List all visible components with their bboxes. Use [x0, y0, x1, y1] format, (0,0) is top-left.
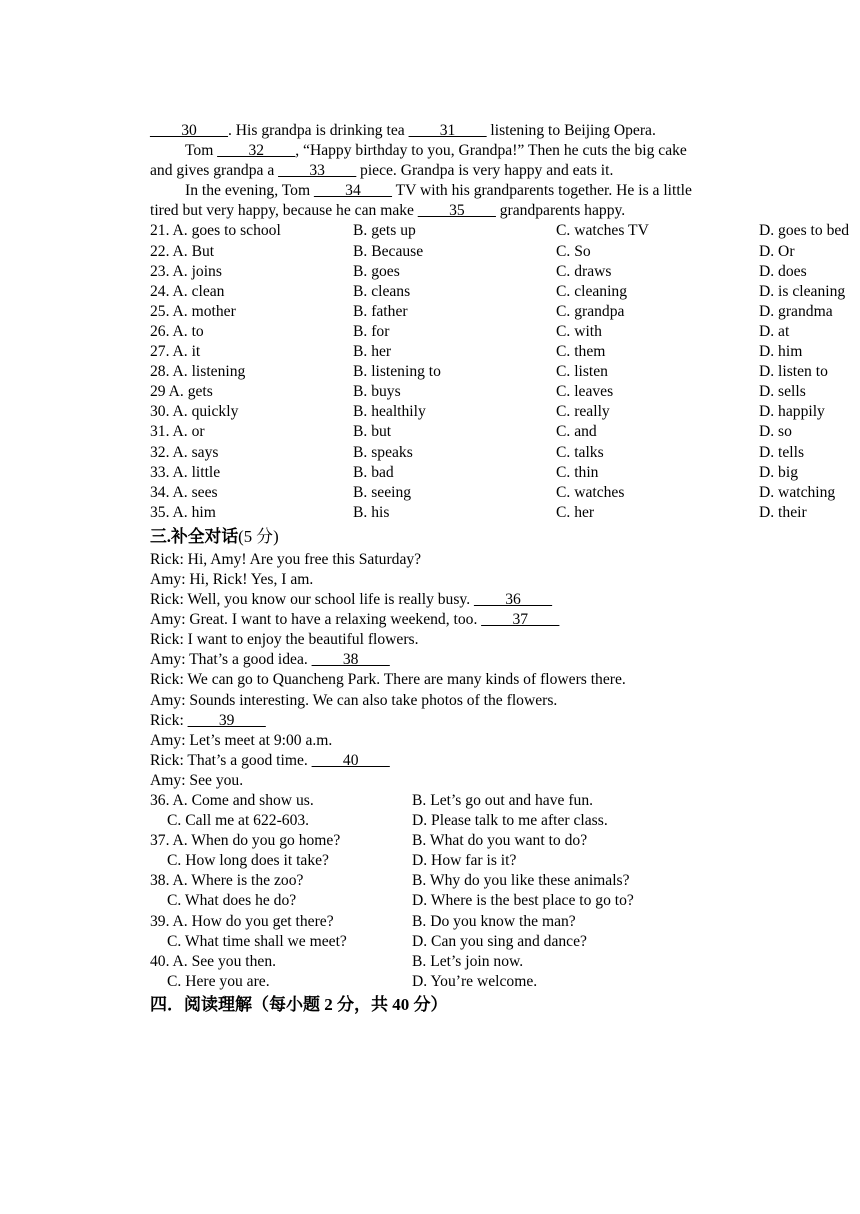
- section-3-title: 三.补全对话: [150, 526, 239, 546]
- section-3-score: (5 分): [238, 526, 279, 546]
- dialogue: [150, 550, 860, 791]
- question-row: [150, 242, 860, 262]
- option-b: B. listening to: [353, 363, 441, 381]
- dialogue-text: Amy: Great. I want to have a relaxing weekend, too.: [150, 611, 482, 629]
- option-a: 34. A. sees: [150, 483, 218, 501]
- option-d: D. their: [759, 503, 807, 521]
- dialogue-text: Rick: I want to enjoy the beautiful flowers.: [150, 631, 419, 649]
- option-left: C. Call me at 622-603.: [167, 812, 310, 830]
- option-c: C. leaves: [556, 383, 614, 401]
- option-right: D. Can you sing and dance?: [412, 932, 587, 950]
- option-c: C. cleaning: [556, 282, 628, 300]
- dialogue-text: Rick:: [150, 711, 188, 729]
- option-c: C. listen: [556, 363, 608, 381]
- option-b: B. goes: [353, 262, 400, 280]
- dialogue-line: [150, 731, 860, 751]
- option-d: D. tells: [759, 443, 805, 461]
- option-left: C. What does he do?: [167, 892, 297, 910]
- option-a: 27. A. it: [150, 343, 201, 361]
- question-row: [150, 342, 860, 362]
- dialogue-line: [150, 630, 860, 650]
- dialogue-line: [150, 610, 860, 630]
- dialogue-text: Amy: That’s a good idea.: [150, 651, 312, 669]
- exam-page: [150, 121, 860, 1018]
- section-4-heading: 四．阅读理解（每小题 2 分，共 40 分）: [150, 994, 448, 1014]
- blank-34: ____34____: [313, 182, 392, 200]
- option-b: B. healthily: [353, 403, 426, 421]
- option-right: D. You’re welcome.: [412, 972, 538, 990]
- dialogue-line: [150, 570, 860, 590]
- question-row: [150, 443, 860, 463]
- option-a: 21. A. goes to school: [150, 222, 281, 240]
- section-3-heading: [150, 523, 860, 550]
- option-c: C. them: [556, 343, 606, 361]
- dialogue-option-row: [150, 831, 860, 851]
- dialogue-line: [150, 590, 860, 610]
- option-left: C. Here you are.: [167, 972, 270, 990]
- option-d: D. is cleaning: [759, 282, 846, 300]
- option-b: B. for: [353, 322, 390, 340]
- option-b: B. buys: [353, 383, 401, 401]
- option-d: D. happily: [759, 403, 825, 421]
- option-c: C. thin: [556, 463, 599, 481]
- dialogue-line: [150, 550, 860, 570]
- dialogue-blank: ____39____: [187, 711, 266, 729]
- dialogue-line: [150, 711, 860, 731]
- dialogue-line: [150, 691, 860, 711]
- option-right: D. Please talk to me after class.: [412, 812, 608, 830]
- dialogue-option-row: [150, 851, 860, 871]
- option-c: C. So: [556, 242, 591, 260]
- passage-text: TV with his grandparents together. He is a little tired but very happy, because he can make: [150, 182, 692, 220]
- option-c: C. and: [556, 423, 597, 441]
- question-row: [150, 221, 860, 241]
- dialogue-text: Amy: See you.: [150, 771, 244, 789]
- dialogue-text: Amy: Let’s meet at 9:00 a.m.: [150, 731, 333, 749]
- dialogue-text: Rick: That’s a good time.: [150, 751, 312, 769]
- question-row: [150, 262, 860, 282]
- dialogue-line: [150, 650, 860, 670]
- passage-paragraph-3: [150, 181, 710, 221]
- option-right: B. Let’s join now.: [412, 952, 524, 970]
- blank-32: ____32____: [217, 142, 296, 160]
- passage-text: , “Happy birthday to you, Grandpa!” Then he cuts the big cake and gives grandpa a: [150, 142, 687, 180]
- option-b: B. speaks: [353, 443, 413, 461]
- blank-31: ____31____: [408, 122, 487, 139]
- option-c: C. talks: [556, 443, 604, 461]
- dialogue-line: [150, 670, 860, 690]
- dialogue-blank: ____37____: [481, 611, 560, 629]
- option-c: C. watches: [556, 483, 625, 501]
- passage-text: Tom: [185, 142, 218, 160]
- option-d: D. at: [759, 322, 790, 340]
- passage-text: grandparents happy.: [495, 202, 626, 220]
- dialogue-blank: ____38____: [311, 651, 390, 669]
- option-a: 23. A. joins: [150, 262, 222, 280]
- option-d: D. watching: [759, 483, 836, 501]
- dialogue-option-row: [150, 791, 860, 811]
- dialogue-line: [150, 771, 860, 791]
- question-row: [150, 362, 860, 382]
- option-a: 22. A. But: [150, 242, 215, 260]
- passage-text: In the evening, Tom: [185, 182, 314, 200]
- option-b: B. his: [353, 503, 390, 521]
- option-b: B. gets up: [353, 222, 416, 240]
- option-a: 24. A. clean: [150, 282, 225, 300]
- option-d: D. so: [759, 423, 792, 441]
- question-row: [150, 483, 860, 503]
- option-left: C. What time shall we meet?: [167, 932, 347, 950]
- passage-paragraph-1: [150, 121, 710, 141]
- dialogue-text: Rick: Hi, Amy! Are you free this Saturday?: [150, 550, 422, 568]
- dialogue-blank: ____36____: [474, 591, 552, 609]
- dialogue-text: Rick: We can go to Quancheng Park. There are many kinds of flowers there.: [150, 671, 626, 689]
- option-right: B. What do you want to do?: [412, 832, 588, 850]
- option-c: C. really: [556, 403, 610, 421]
- dialogue-option-row: [150, 891, 860, 911]
- option-b: B. but: [353, 423, 392, 441]
- option-a: 31. A. or: [150, 423, 205, 441]
- question-row: [150, 503, 860, 523]
- option-a: 32. A. says: [150, 443, 219, 461]
- question-row: [150, 282, 860, 302]
- question-row: [150, 322, 860, 342]
- option-c: C. with: [556, 322, 602, 340]
- option-d: D. does: [759, 262, 807, 280]
- dialogue-option-row: [150, 932, 860, 952]
- option-d: D. listen to: [759, 363, 828, 381]
- option-left: 38. A. Where is the zoo?: [150, 872, 304, 890]
- option-b: B. father: [353, 302, 408, 320]
- option-a: 35. A. him: [150, 503, 216, 521]
- option-a: 28. A. listening: [150, 363, 246, 381]
- option-b: B. bad: [353, 463, 394, 481]
- option-left: 40. A. See you then.: [150, 952, 277, 970]
- passage-text: piece. Grandpa is very happy and eats it.: [356, 162, 614, 180]
- option-d: D. Or: [759, 242, 795, 260]
- passage-paragraph-2: [150, 141, 710, 181]
- dialogue-options-list: [150, 791, 860, 992]
- dialogue-option-row: [150, 912, 860, 932]
- blank-35: ____35____: [417, 202, 496, 220]
- option-b: B. cleans: [353, 282, 411, 300]
- dialogue-option-row: [150, 811, 860, 831]
- option-c: C. watches TV: [556, 222, 649, 240]
- option-a: 26. A. to: [150, 322, 204, 340]
- option-right: B. Let’s go out and have fun.: [412, 792, 594, 809]
- passage-text: listening to Beijing Opera.: [486, 122, 656, 139]
- question-row: [150, 382, 860, 402]
- option-a: 29 A. gets: [150, 383, 213, 401]
- option-right: D. Where is the best place to go to?: [412, 892, 634, 910]
- dialogue-line: [150, 751, 860, 771]
- question-row: [150, 463, 860, 483]
- option-a: 25. A. mother: [150, 302, 236, 320]
- option-left: 39. A. How do you get there?: [150, 912, 334, 930]
- passage-text: . His grandpa is drinking tea: [227, 122, 409, 139]
- question-row: [150, 402, 860, 422]
- option-left: 37. A. When do you go home?: [150, 832, 341, 850]
- dialogue-option-row: [150, 972, 860, 992]
- dialogue-text: Amy: Hi, Rick! Yes, I am.: [150, 570, 314, 588]
- dialogue-blank: ____40____: [311, 751, 390, 769]
- option-a: 30. A. quickly: [150, 403, 239, 421]
- option-d: D. grandma: [759, 302, 833, 320]
- dialogue-option-row: [150, 952, 860, 972]
- question-row: [150, 422, 860, 442]
- option-a: 33. A. little: [150, 463, 221, 481]
- blank-33: ____33____: [278, 162, 357, 180]
- dialogue-option-row: [150, 871, 860, 891]
- option-d: D. goes to bed: [759, 222, 850, 240]
- option-right: B. Do you know the man?: [412, 912, 576, 930]
- dialogue-text: Amy: Sounds interesting. We can also take photos of the flowers.: [150, 691, 558, 709]
- option-right: B. Why do you like these animals?: [412, 872, 630, 890]
- option-c: C. grandpa: [556, 302, 625, 320]
- option-left: C. How long does it take?: [167, 852, 329, 870]
- option-d: D. sells: [759, 383, 806, 401]
- option-right: D. How far is it?: [412, 852, 517, 870]
- option-d: D. big: [759, 463, 798, 481]
- dialogue-text: Rick: Well, you know our school life is really busy.: [150, 591, 475, 609]
- blank-30: ____30____: [150, 122, 228, 139]
- option-c: C. her: [556, 503, 595, 521]
- option-b: B. her: [353, 343, 392, 361]
- question-row: [150, 302, 860, 322]
- option-left: 36. A. Come and show us.: [150, 792, 314, 809]
- option-b: B. seeing: [353, 483, 412, 501]
- option-c: C. draws: [556, 262, 612, 280]
- cloze-options-list: [150, 221, 860, 522]
- option-b: B. Because: [353, 242, 424, 260]
- option-d: D. him: [759, 343, 803, 361]
